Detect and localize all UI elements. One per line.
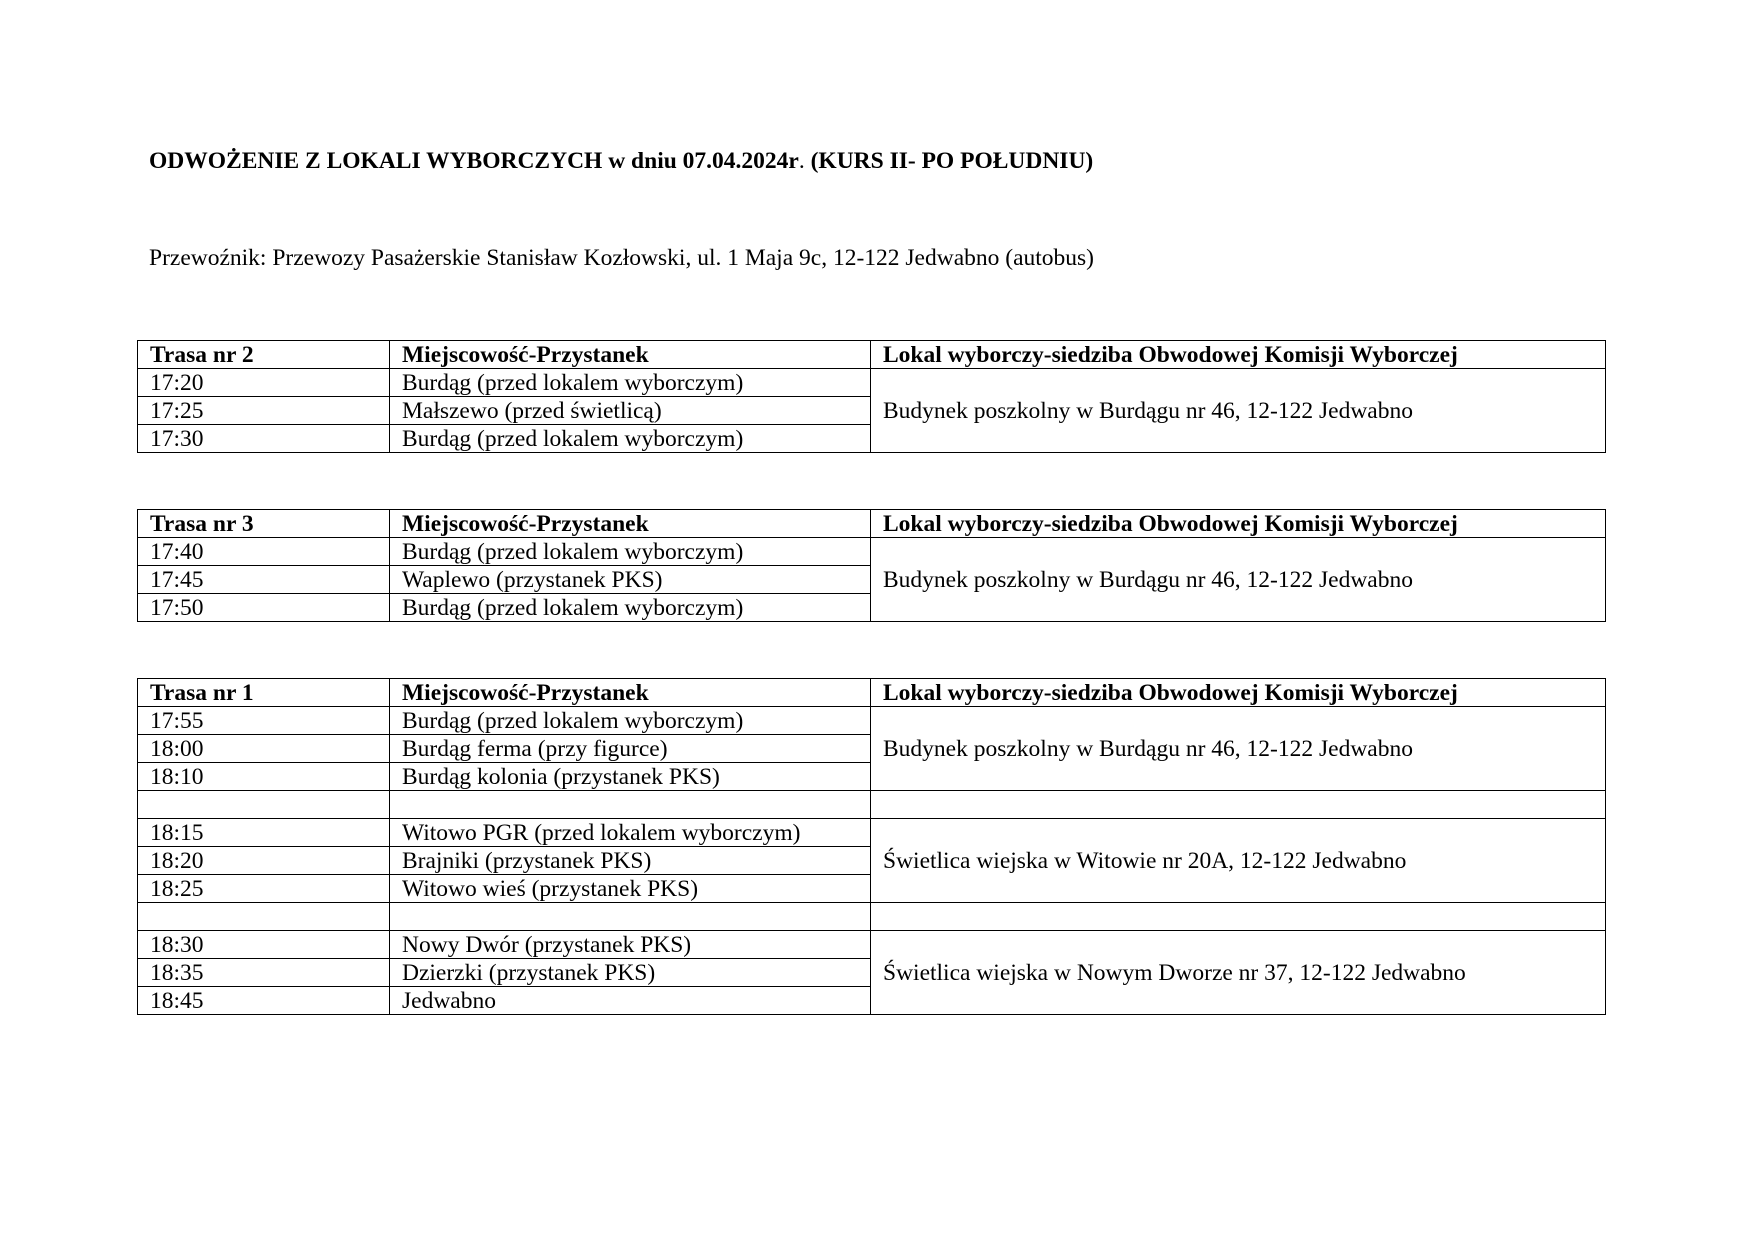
route-table-2: [137, 340, 1606, 453]
header-stop: Miejscowość-Przystanek: [390, 679, 871, 707]
empty-cell: [390, 791, 871, 819]
table-header-row: [138, 341, 1606, 369]
header-location: Lokal wyborczy-siedziba Obwodowej Komisji Wyborczej: [871, 679, 1606, 707]
table-row: [138, 707, 1606, 735]
time-cell: 18:35: [138, 959, 390, 987]
location-cell: Budynek poszkolny w Burdągu nr 46, 12-122 Jedwabno: [871, 707, 1606, 791]
table-row: [138, 369, 1606, 397]
header-route: Trasa nr 2: [138, 341, 390, 369]
route-table-1: [137, 678, 1606, 1015]
empty-cell: [390, 903, 871, 931]
stop-cell: Brajniki (przystanek PKS): [390, 847, 871, 875]
carrier-info: Przewoźnik: Przewozy Pasażerskie Stanisław Kozłowski, ul. 1 Maja 9c, 12-122 Jedwabno (autobus): [149, 245, 1095, 271]
stop-cell: Burdąg (przed lokalem wyborczym): [390, 538, 871, 566]
time-cell: 17:45: [138, 566, 390, 594]
title-dot: .: [798, 148, 805, 174]
location-cell: Budynek poszkolny w Burdągu nr 46, 12-122 Jedwabno: [871, 369, 1606, 453]
table-header-row: [138, 510, 1606, 538]
stop-cell: Nowy Dwór (przystanek PKS): [390, 931, 871, 959]
route-table-3: [137, 509, 1606, 622]
empty-separator-row: [138, 903, 1606, 931]
table-row: [138, 538, 1606, 566]
header-route: Trasa nr 3: [138, 510, 390, 538]
header-location: Lokal wyborczy-siedziba Obwodowej Komisji Wyborczej: [871, 341, 1606, 369]
header-stop: Miejscowość-Przystanek: [390, 510, 871, 538]
header-location: Lokal wyborczy-siedziba Obwodowej Komisji Wyborczej: [871, 510, 1606, 538]
empty-cell: [871, 791, 1606, 819]
stop-cell: Waplewo (przystanek PKS): [390, 566, 871, 594]
stop-cell: Jedwabno: [390, 987, 871, 1015]
header-route: Trasa nr 1: [138, 679, 390, 707]
stop-cell: Burdąg (przed lokalem wyborczym): [390, 594, 871, 622]
location-cell: Budynek poszkolny w Burdągu nr 46, 12-122 Jedwabno: [871, 538, 1606, 622]
stop-cell: Witowo wieś (przystanek PKS): [390, 875, 871, 903]
empty-cell: [871, 903, 1606, 931]
stop-cell: Burdąg kolonia (przystanek PKS): [390, 763, 871, 791]
time-cell: 18:10: [138, 763, 390, 791]
time-cell: 18:20: [138, 847, 390, 875]
stop-cell: Burdąg (przed lokalem wyborczym): [390, 425, 871, 453]
table-row: [138, 819, 1606, 847]
time-cell: 17:20: [138, 369, 390, 397]
stop-cell: Burdąg (przed lokalem wyborczym): [390, 369, 871, 397]
title-main: ODWOŻENIE Z LOKALI WYBORCZYCH w dniu 07.04.2024r: [149, 148, 799, 174]
time-cell: 18:25: [138, 875, 390, 903]
time-cell: 18:45: [138, 987, 390, 1015]
header-stop: Miejscowość-Przystanek: [390, 341, 871, 369]
time-cell: 17:30: [138, 425, 390, 453]
time-cell: 17:50: [138, 594, 390, 622]
stop-cell: Burdąg (przed lokalem wyborczym): [390, 707, 871, 735]
title-course: (KURS II- PO POŁUDNIU): [804, 148, 1094, 174]
location-cell: Świetlica wiejska w Witowie nr 20A, 12-122 Jedwabno: [871, 819, 1606, 903]
time-cell: 18:00: [138, 735, 390, 763]
time-cell: 17:25: [138, 397, 390, 425]
empty-separator-row: [138, 791, 1606, 819]
time-cell: 18:15: [138, 819, 390, 847]
time-cell: 17:55: [138, 707, 390, 735]
stop-cell: Małszewo (przed świetlicą): [390, 397, 871, 425]
table-header-row: [138, 679, 1606, 707]
document-title: [149, 148, 1093, 175]
stop-cell: Witowo PGR (przed lokalem wyborczym): [390, 819, 871, 847]
empty-cell: [138, 791, 390, 819]
stop-cell: Dzierzki (przystanek PKS): [390, 959, 871, 987]
time-cell: 17:40: [138, 538, 390, 566]
table-row: [138, 931, 1606, 959]
time-cell: 18:30: [138, 931, 390, 959]
empty-cell: [138, 903, 390, 931]
stop-cell: Burdąg ferma (przy figurce): [390, 735, 871, 763]
location-cell: Świetlica wiejska w Nowym Dworze nr 37, 12-122 Jedwabno: [871, 931, 1606, 1015]
